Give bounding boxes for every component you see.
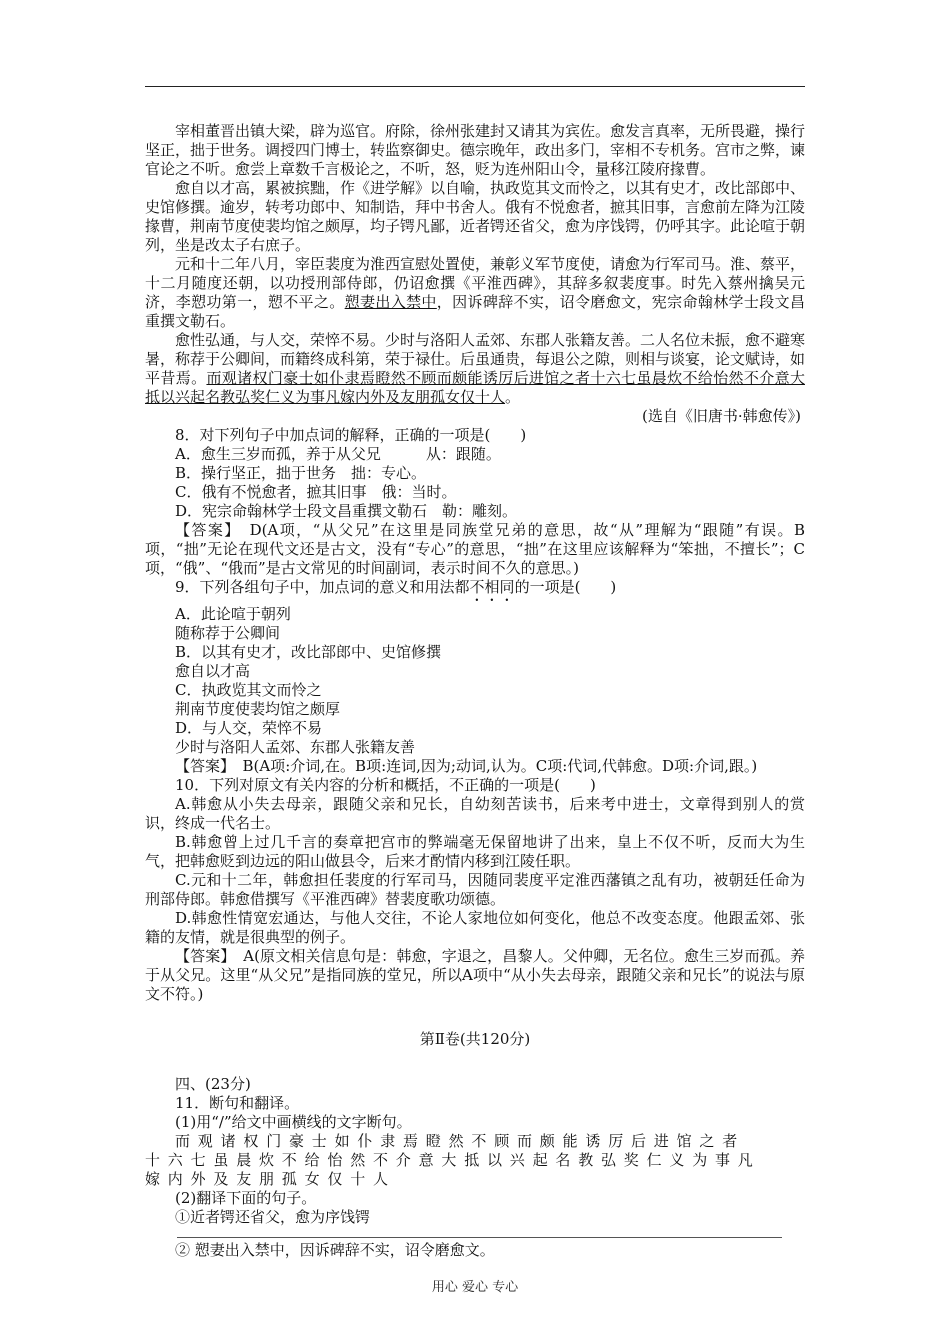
answer-label: 【答案】	[175, 757, 228, 775]
q10-option-b: B.韩愈曾上过几千言的奏章把宫市的弊端毫无保留地讲了出来，皇上不仅不听，反而大为生气，把韩愈贬到边远的阳山做县令，后来才酌情内移到江陵任职。	[145, 833, 805, 870]
passage-paragraph-1: 宰相董晋出镇大梁，辟为巡官。府除，徐州张建封又请其为宾佐。愈发言真率，无所畏避，操行坚正，拙于世务。调授四门博士，转监察御史。德宗晚年，政出多门，宰相不专机务。宫市之弊，谏官论之不听。愈尝上章数千言极论之，不听，怒，贬为连州阳山令，量移江陵府掾曹。	[145, 122, 806, 178]
passage-paragraph-4-text: 愈性弘通，与人交，荣悴不易。少时与洛阳人孟郊、东郡人张籍友善。二人名位未振，愈不避寒暑，称荐于公卿间，而籍终成科第，荣于禄仕。后虽通贵，每退公之隙，则相与谈宴，论文赋诗，如平昔焉。	[145, 331, 806, 387]
passage-paragraph-3	[145, 255, 805, 331]
q9-option-c2: 荆南节度使裴均馆之颇厚	[175, 700, 341, 718]
q10-stem: 10．下列对原文有关内容的分析和概括，不正确的一项是( )	[175, 776, 596, 794]
underlined-passage: 而观诸权门豪士如仆隶焉瞪然不顾而颇能诱厉后进馆之者十六七虽晨炊不给怡然不介意大抵以兴起名教弘奖仁义为事凡嫁内外及友朋孤女仅十人	[145, 369, 805, 406]
q8-answer	[145, 521, 805, 578]
q8-option-a: A．愈生三岁而孤，养于从父兄 从：跟随。	[175, 445, 501, 463]
q10-option-c: C.元和十二年，韩愈担任裴度的行军司马，因随同裴度平定淮西藩镇之乱有功，被朝廷任命为刑部侍郎。韩愈借撰写《平淮西碑》替裴度歌功颂德。	[145, 871, 805, 908]
q10-option-d: D.韩愈性情宽宏通达，与他人交往，不论人家地位如何变化，他总不改变态度。他跟孟郊、张籍的友情，就是很典型的例子。	[145, 909, 805, 946]
q9-option-a1: A．此论喧于朝列	[175, 605, 291, 623]
answer-label: 【答案】	[175, 947, 229, 965]
q8-stem: 8．对下列句子中加点词的解释，正确的一项是( )	[175, 426, 527, 444]
header-rule	[145, 86, 805, 87]
passage-paragraph-2: 愈自以才高，累被摈黜，作《进学解》以自喻，执政览其文而怜之，以其有史才，改比部郎中、史馆修撰。逾岁，转考功郎中、知制诰，拜中书舍人。俄有不悦愈者，摭其旧事，言愈前左降为江陵掾曹，荆南节度使裴均馆之颇厚，均子锷凡鄙，近者锷还省父，愈为序饯锷，仍呼其字。此论喧于朝列，坐是改太子右庶子。	[145, 179, 806, 254]
q9-answer-text: B(A项:介词,在。B项:连词,因为;动词,认为。C项:代词,代韩愈。D项:介词,跟。)	[242, 757, 758, 775]
q11-stem: 11．断句和翻译。	[175, 1094, 300, 1112]
q9-option-a2: 随称荐于公卿间	[175, 624, 281, 642]
punctuation-line-2: 十六七虽晨炊不给怡然不介意大抵以兴起名教弘奖仁义为事凡	[145, 1151, 761, 1169]
source-citation: (选自《旧唐书·韩愈传》)	[642, 407, 801, 425]
punctuation-line-3: 嫁内外及友朋孤女仅十人	[145, 1170, 396, 1188]
section-title: 第Ⅱ卷(共120分)	[419, 1030, 531, 1048]
q10-answer-text: A(原文相关信息句是：韩愈，字退之，昌黎人。父仲卿，无名位。愈生三岁而孤。养于从父兄。这里“从父兄”是指同族的堂兄，所以A项中“从小失去母亲，跟随父亲和兄长”的说法与原文不符。)	[145, 947, 805, 1003]
q9-option-d1: D．与人交，荣悴不易	[175, 719, 323, 737]
q9-option-b1: B．以其有史才，改比部郎中、史馆修撰	[175, 643, 442, 661]
punctuation-line-1: 而观诸权门豪士如仆隶焉瞪然不顾而颇能诱厉后进馆之者	[175, 1132, 746, 1150]
translation-sentence-1: ①近者锷还省父，愈为序饯锷	[175, 1208, 371, 1226]
document-body	[145, 122, 805, 1260]
answer-blank-line	[177, 1237, 782, 1238]
q9-stem-pre: 9．下列各组句子中，加点词的意义和用法都	[175, 578, 470, 596]
passage-paragraph-3-text: 元和十二年八月，宰臣裴度为淮西宣慰处置使，兼彰义军节度使，请愈为行军司马。淮、蔡平，十二月随度还朝，以功授刑部侍郎，仍诏愈撰《平淮西碑》，其辞多叙裴度事。时先入蔡州擒吴元济，李愬功第一，愬不平之。	[145, 255, 806, 311]
q9-option-c1: C．执政览其文而怜之	[175, 681, 322, 699]
q10-answer	[145, 947, 805, 1004]
underlined-phrase: 愬妻出入禁中	[344, 293, 437, 311]
q9-option-d2: 少时与洛阳人孟郊、东郡人张籍友善	[175, 738, 416, 756]
page-footer: 用心 爱心 专心	[431, 1280, 519, 1295]
answer-label: 【答案】	[175, 521, 234, 539]
q9-answer	[145, 757, 805, 776]
q11-part-1: (1)用“/”给文中画横线的文字断句。	[175, 1113, 412, 1131]
q9-stem	[145, 578, 805, 605]
translation-sentence-2: ② 愬妻出入禁中，因诉碑辞不实，诏令磨愈文。	[175, 1241, 495, 1259]
q11-part-2: (2)翻译下面的句子。	[175, 1189, 317, 1207]
part-heading: 四、(23分)	[175, 1075, 251, 1093]
q8-option-c: C．俄有不悦愈者，摭其旧事 俄：当时。	[175, 483, 457, 501]
q8-option-b: B．操行坚正，拙于世务 拙：专心。	[175, 464, 427, 482]
passage-paragraph-3-tail: ，因诉碑辞不实，诏令磨愈文，宪宗命翰林学士段文昌重撰文勒石。	[145, 293, 805, 330]
passage-paragraph-4	[145, 331, 805, 407]
q9-stem-emphasis: 不相同	[469, 578, 515, 596]
q9-stem-post: 的一项是( )	[514, 578, 617, 596]
q8-answer-text: D(A项，“从父兄”在这里是同族堂兄弟的意思，故“从”理解为“跟随”有误。B项，“拙”无论在现代文还是古文，没有“专心”的意思，“拙”在这里应该解释为“笨拙，不擅长”；C项，“俄”、“俄而”是古文常见的时间副词，表示时间不久的意思。)	[145, 521, 805, 577]
q8-option-d: D．宪宗命翰林学士段文昌重撰文勒石 勒：雕刻。	[175, 502, 518, 520]
q10-option-a: A.韩愈从小失去母亲，跟随父亲和兄长，自幼刻苦读书，后来考中进士，文章得到别人的赏识，终成一代名士。	[145, 795, 805, 832]
q9-option-b2: 愈自以才高	[175, 662, 251, 680]
passage-paragraph-4-end: 。	[505, 388, 521, 406]
